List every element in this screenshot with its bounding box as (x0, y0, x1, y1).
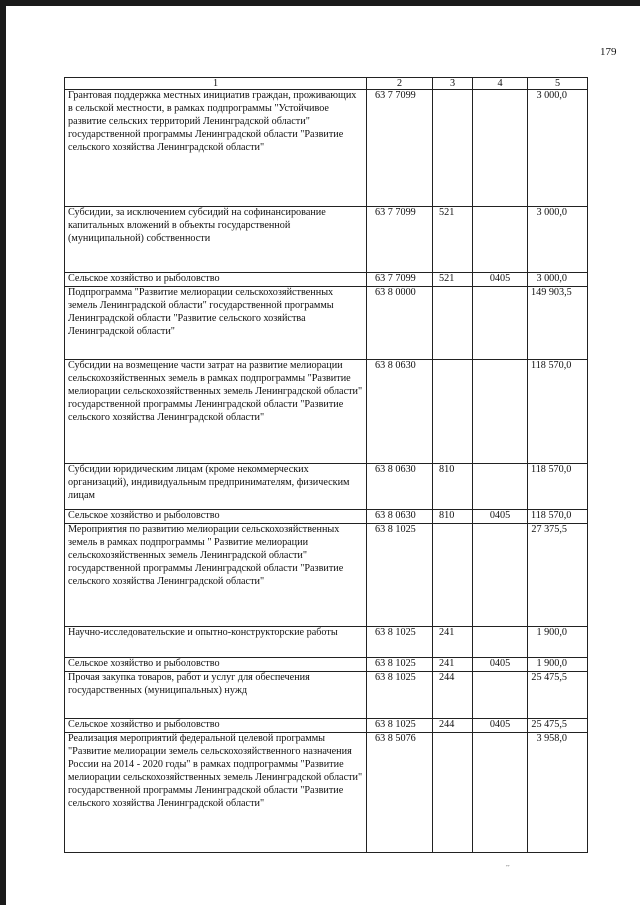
table-row (65, 207, 588, 273)
row-name: Реализация мероприятий федеральной целевой программы "Развитие мелиорации земель сельскохозяйственного назначения России на 2014 - 2020 годы" в рамках подпрограммы "Развитие мелиорации сельскохозяйственных земель Ленинградской области" государственной программы Ленинградской области "Развитие сельского хозяйства Ленинградской области" (65, 733, 367, 853)
row-expense-type: 810 (433, 464, 473, 510)
row-target-code: 63 7 7099 (367, 90, 433, 207)
scan-top-edge (0, 0, 640, 6)
row-expense-type: 244 (433, 672, 473, 719)
header-col-1: 1 (65, 78, 367, 90)
table-row (65, 627, 588, 658)
row-amount: 3 958,0 (528, 733, 588, 853)
table-row (65, 90, 588, 207)
row-expense-type (433, 733, 473, 853)
row-target-code: 63 8 1025 (367, 672, 433, 719)
row-name: Научно-исследовательские и опытно-конструкторские работы (65, 627, 367, 658)
row-name: Подпрограмма "Развитие мелиорации сельскохозяйственных земель Ленинградской области" государственной программы Ленинградской области "Развитие сельского хозяйства Ленинградской области" (65, 287, 367, 360)
row-section (473, 207, 528, 273)
row-section (473, 287, 528, 360)
row-amount: 3 000,0 (528, 90, 588, 207)
row-target-code: 63 7 7099 (367, 207, 433, 273)
footer-mark: ᵥᵥ (506, 862, 510, 868)
row-target-code: 63 8 0630 (367, 464, 433, 510)
table-row (65, 524, 588, 627)
row-section (473, 90, 528, 207)
table-row (65, 672, 588, 719)
row-expense-type: 810 (433, 510, 473, 524)
row-section (473, 360, 528, 464)
header-row (65, 78, 588, 90)
row-expense-type: 241 (433, 658, 473, 672)
row-amount: 118 570,0 (528, 464, 588, 510)
row-amount: 27 375,5 (528, 524, 588, 627)
row-expense-type: 521 (433, 207, 473, 273)
row-name: Субсидии, за исключением субсидий на софинансирование капитальных вложений в объекты государственной (муниципальной) собственности (65, 207, 367, 273)
row-target-code: 63 8 5076 (367, 733, 433, 853)
row-section (473, 524, 528, 627)
row-name: Мероприятия по развитию мелиорации сельскохозяйственных земель в рамках подпрограммы " Развитие мелиорации сельскохозяйственных земель Ленинградской области" государственной программы Ленинградской области "Развитие сельского хозяйства Ленинградской области" (65, 524, 367, 627)
row-target-code: 63 8 1025 (367, 658, 433, 672)
header-col-4: 4 (473, 78, 528, 90)
row-name: Сельское хозяйство и рыболовство (65, 510, 367, 524)
table-row (65, 658, 588, 672)
row-expense-type (433, 360, 473, 464)
row-expense-type (433, 524, 473, 627)
page-number: 179 (600, 46, 617, 58)
budget-table (64, 77, 588, 853)
row-expense-type: 521 (433, 273, 473, 287)
row-name: Субсидии на возмещение части затрат на развитие мелиорации сельскохозяйственных земель в рамках подпрограммы "Развитие мелиорации сельскохозяйственных земель Ленинградской области" государственной программы Ленинградской области "Развитие сельского хозяйства Ленинградской области" (65, 360, 367, 464)
row-name: Субсидии юридическим лицам (кроме некоммерческих организаций), индивидуальным предпринимателям, физическим лицам (65, 464, 367, 510)
table-row (65, 360, 588, 464)
row-expense-type: 241 (433, 627, 473, 658)
row-target-code: 63 8 1025 (367, 627, 433, 658)
row-amount: 25 475,5 (528, 719, 588, 733)
row-section (473, 464, 528, 510)
row-section: 0405 (473, 719, 528, 733)
row-name: Сельское хозяйство и рыболовство (65, 719, 367, 733)
row-target-code: 63 8 0630 (367, 360, 433, 464)
table-row (65, 464, 588, 510)
table-row (65, 719, 588, 733)
row-expense-type (433, 90, 473, 207)
row-section (473, 733, 528, 853)
header-col-2: 2 (367, 78, 433, 90)
row-section (473, 672, 528, 719)
row-amount: 1 900,0 (528, 627, 588, 658)
row-target-code: 63 8 1025 (367, 719, 433, 733)
row-target-code: 63 8 1025 (367, 524, 433, 627)
table-row (65, 273, 588, 287)
row-name: Прочая закупка товаров, работ и услуг для обеспечения государственных (муниципальных) нужд (65, 672, 367, 719)
row-amount: 118 570,0 (528, 360, 588, 464)
row-amount: 1 900,0 (528, 658, 588, 672)
table-row (65, 733, 588, 853)
row-amount: 25 475,5 (528, 672, 588, 719)
table-row (65, 510, 588, 524)
header-col-3: 3 (433, 78, 473, 90)
row-expense-type: 244 (433, 719, 473, 733)
row-target-code: 63 8 0000 (367, 287, 433, 360)
row-section: 0405 (473, 273, 528, 287)
scan-left-edge (0, 0, 6, 905)
header-col-5: 5 (528, 78, 588, 90)
row-section (473, 627, 528, 658)
row-amount: 3 000,0 (528, 273, 588, 287)
row-target-code: 63 7 7099 (367, 273, 433, 287)
row-amount: 149 903,5 (528, 287, 588, 360)
row-name: Грантовая поддержка местных инициатив граждан, проживающих в сельской местности, в рамках подпрограммы "Устойчивое развитие сельских территорий Ленинградской области" государственной программы Ленинградской области "Развитие сельского хозяйства Ленинградской области" (65, 90, 367, 207)
row-target-code: 63 8 0630 (367, 510, 433, 524)
row-amount: 3 000,0 (528, 207, 588, 273)
row-name: Сельское хозяйство и рыболовство (65, 273, 367, 287)
row-expense-type (433, 287, 473, 360)
row-amount: 118 570,0 (528, 510, 588, 524)
row-section: 0405 (473, 658, 528, 672)
row-section: 0405 (473, 510, 528, 524)
table-row (65, 287, 588, 360)
row-name: Сельское хозяйство и рыболовство (65, 658, 367, 672)
